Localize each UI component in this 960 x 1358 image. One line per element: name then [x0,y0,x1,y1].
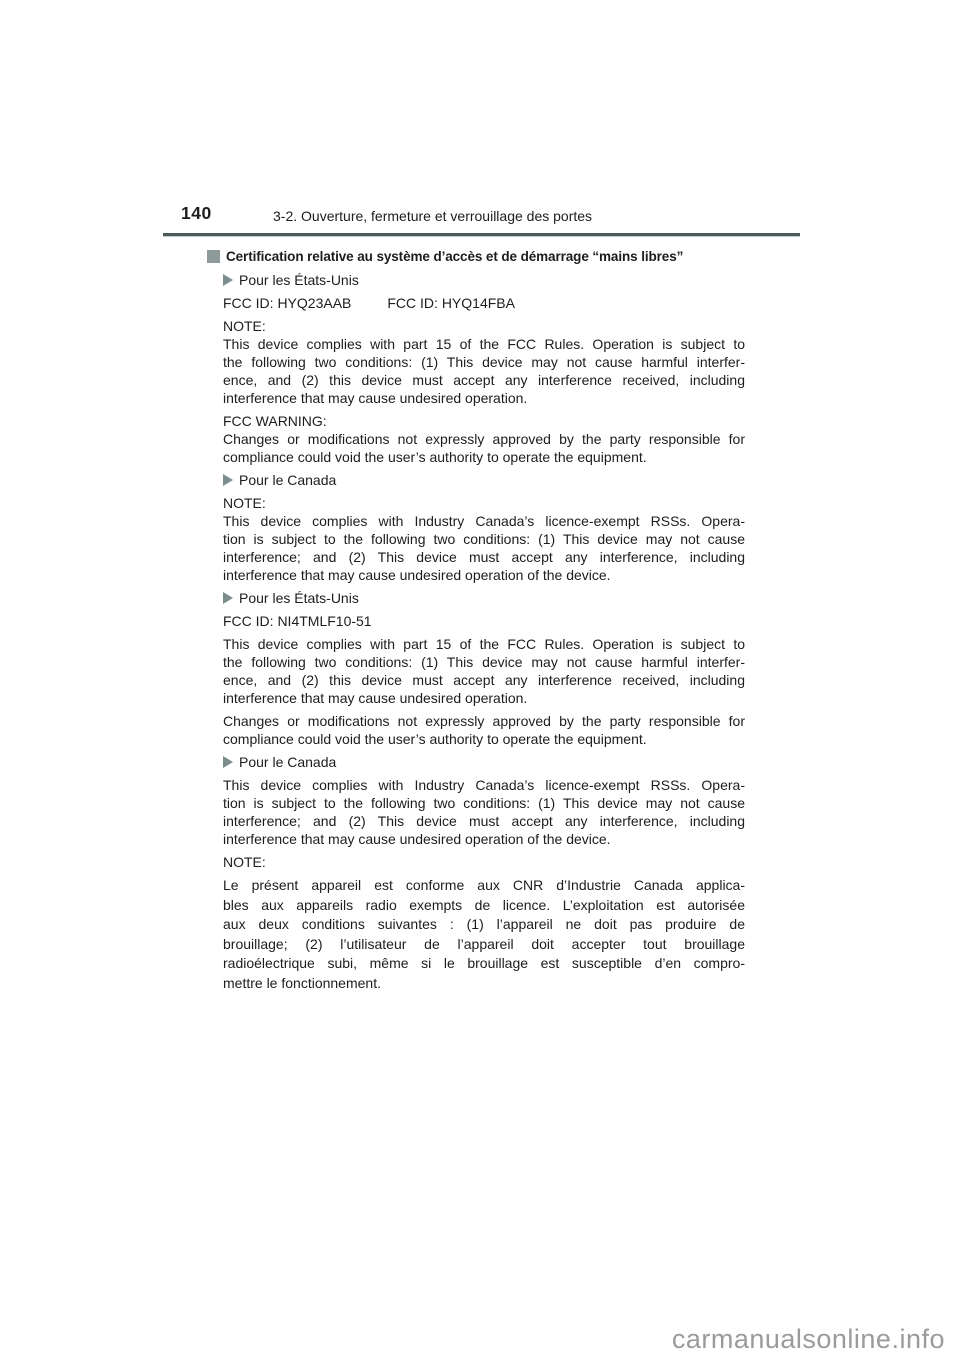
section-title [207,248,747,266]
arrow-right-icon [223,592,233,604]
text-line: interference; and (2) This device must accept any interference, including [223,549,745,565]
text-line: Changes or modifications not expressly approved by the party responsible for [223,431,745,447]
header-rule [163,233,800,237]
fcc-id: FCC ID: HYQ14FBA [387,295,515,311]
text-line: FCC ID: NI4TMLF10-51 [223,613,372,629]
text-line: This device complies with Industry Canada’s licence-exempt RSSs. Opera- [223,513,745,529]
text-line: compliance could void the user’s authority to operate the equipment. [223,449,647,465]
paragraph [223,412,745,466]
fcc-id: FCC ID: HYQ23AAB [223,295,352,311]
text-line: FCC WARNING: [223,413,327,429]
paragraph [223,876,745,993]
text-line: interference that may cause undesired operation. [223,390,528,406]
page-number: 140 [181,203,212,223]
chapter-breadcrumb: 3-2. Ouverture, fermeture et verrouillage des portes [273,208,593,224]
arrow-right-icon [223,274,233,286]
pointer-item [223,589,745,607]
text-line: tion is subject to the following two conditions: (1) This device may not cause [223,795,745,811]
text-line: interference that may cause undesired operation of the device. [223,567,611,583]
text-line: NOTE: [223,495,266,511]
text-blocks [223,271,745,993]
text-line: interference that may cause undesired operation of the device. [223,831,611,847]
arrow-right-icon [223,474,233,486]
text-line: This device complies with part 15 of the FCC Rules. Operation is subject to [223,636,745,652]
paragraph [223,853,745,871]
text-line: This device complies with Industry Canada’s licence-exempt RSSs. Opera- [223,777,745,793]
paragraph [223,776,745,848]
paragraph [223,317,745,407]
pointer-item [223,271,745,289]
pointer-item [223,471,745,489]
watermark: carmanualsonline.info [671,1324,945,1354]
text-line: ence, and (2) this device must accept any interference received, including [223,372,745,388]
text-line: NOTE: [223,318,266,334]
paragraph [223,635,745,707]
pointer-label: Pour les États-Unis [239,272,359,288]
text-line: the following two conditions: (1) This device may not cause harmful interfer- [223,354,745,370]
section-title-text: Certification relative au système d’accès et de démarrage “mains libres” [226,249,684,264]
text-line: radioélectrique subi, même si le brouillage est susceptible d’en compro- [223,955,745,971]
text-line: mettre le fonctionnement. [223,974,381,991]
arrow-right-icon [223,756,233,768]
text-line: bles aux appareils radio exempts de licence. L’exploitation est autorisée [223,896,745,913]
text-line: NOTE: [223,854,266,870]
text-line: interference; and (2) This device must accept any interference, including [223,813,745,829]
pointer-label: Pour le Canada [239,472,337,488]
paragraph [223,612,745,630]
page-content [207,248,747,993]
text-line: the following two conditions: (1) This device may not cause harmful interfer- [223,654,745,670]
text-line: Changes or modifications not expressly approved by the party responsible for [223,713,745,729]
text-line: interference that may cause undesired operation. [223,690,528,706]
pointer-item [223,753,745,771]
paragraph [223,494,745,584]
paragraph [223,712,745,748]
text-line: brouillage; (2) l’utilisateur de l’appareil doit accepter tout brouillage [223,935,745,952]
text-line: ence, and (2) this device must accept any interference received, including [223,672,745,688]
fcc-id-row [223,294,745,312]
text-line: Le présent appareil est conforme aux CNR d’Industrie Canada applica- [223,877,745,893]
text-line: This device complies with part 15 of the FCC Rules. Operation is subject to [223,336,745,352]
text-line: compliance could void the user’s authority to operate the equipment. [223,731,647,747]
text-line: tion is subject to the following two conditions: (1) This device may not cause [223,531,745,547]
pointer-label: Pour les États-Unis [239,590,359,606]
section-marker-icon [207,250,220,263]
text-line: aux deux conditions suivantes : (1) l’appareil ne doit pas produire de [223,916,745,932]
pointer-label: Pour le Canada [239,754,337,770]
